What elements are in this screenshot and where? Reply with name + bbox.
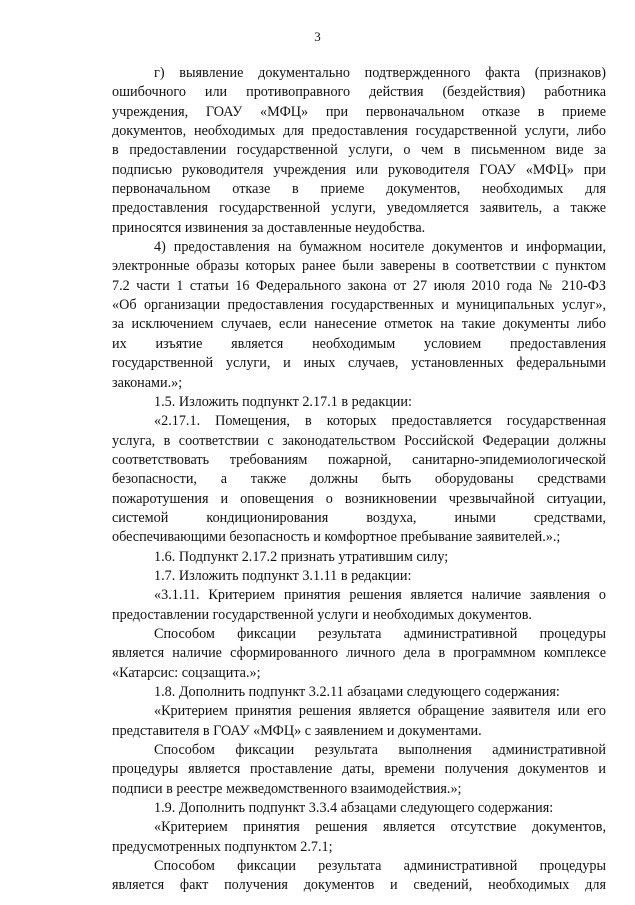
text-line: процедуры является проставление даты, времени получения документов и (112, 761, 606, 778)
text-line: ошибочного или противоправного действия (бездействия) работника (112, 84, 606, 101)
text-line: безопасности, а также должны быть оборудованы средствами (112, 471, 606, 488)
text-line: пожаротушения и оповещения о возникновении чрезвычайной ситуации, (112, 490, 606, 507)
text-line: представителя в ГОАУ «МФЦ» с заявлением и документами. (112, 722, 482, 739)
text-line: «Критерием принятия решения является обращение заявителя или его (154, 703, 606, 720)
text-line: предусмотренных подпунктом 2.7.1; (112, 838, 333, 855)
text-line: за исключением случаев, если нанесение отметок на такие документы либо (112, 316, 606, 333)
text-line: соответствовать требованиям пожарной, санитарно-эпидемиологической (112, 451, 606, 468)
text-line: 7.2 части 1 статьи 16 Федерального закона от 27 июля 2010 года № 210-ФЗ (112, 277, 606, 294)
text-line: приносятся извинения за доставленные неудобства. (112, 219, 426, 236)
text-line: законами.»; (112, 374, 183, 391)
text-line: государственной услуги, и иных случаев, установленных федеральными (112, 355, 606, 372)
text-line: 1.9. Дополнить подпункт 3.3.4 абзацами следующего содержания: (154, 800, 554, 817)
text-line: Способом фиксации результата административной процедуры (154, 858, 606, 875)
page-number: 3 (314, 29, 321, 44)
text-line: «2.17.1. Помещения, в которых предоставляется государственная (154, 413, 606, 430)
text-line: 1.8. Дополнить подпункт 3.2.11 абзацами следующего содержания: (154, 684, 560, 700)
text-line: Способом фиксации результата выполнения административной (154, 742, 606, 759)
text-line: их изъятие является необходимым условием предоставления (112, 335, 606, 352)
text-line: системой кондиционирования воздуха, иными средствами, (112, 509, 606, 526)
text-line: в предоставлении государственной услуги, о чем в письменном виде за (112, 142, 606, 159)
document-body (112, 64, 606, 896)
text-line: «Об организации предоставления государственных и муниципальных услуг», (112, 297, 606, 314)
text-line: 1.7. Изложить подпункт 3.1.11 в редакции: (154, 567, 412, 584)
text-line: учреждения, ГОАУ «МФЦ» при первоначальном отказе в приеме (112, 103, 606, 120)
text-line: предоставления государственной услуги, уведомляется заявитель, а также (112, 200, 606, 217)
text-line: подписи в реестре межведомственного взаимодействия.»; (112, 780, 462, 797)
text-line: услуга, в соответствии с законодательством Российской Федерации должны (112, 432, 606, 449)
text-line: подписью руководителя учреждения или руководителя ГОАУ «МФЦ» при (112, 161, 606, 178)
text-line: документов, необходимых для предоставления государственной услуги, либо (112, 123, 606, 140)
text-line: электронные образы которых ранее были заверены в соответствии с пунктом (112, 258, 606, 275)
text-line: предоставлении государственной услуги и необходимых документов. (112, 606, 532, 623)
text-line: «3.1.11. Критерием принятия решения является наличие заявления о (154, 587, 606, 604)
text-line: 1.6. Подпункт 2.17.2 признать утратившим силу; (154, 548, 449, 565)
text-line: «Катарсис: соцзащита.»; (112, 664, 261, 681)
text-line: является факт получения документов и сведений, необходимых для (112, 877, 606, 894)
text-line: 4) предоставления на бумажном носителе документов и информации, (154, 239, 606, 256)
text-line: «Критерием принятия решения является отсутствие документов, (154, 819, 606, 836)
text-line: г) выявление документально подтвержденного факта (признаков) (154, 65, 606, 81)
text-line: 1.5. Изложить подпункт 2.17.1 в редакции: (154, 393, 412, 410)
text-line: первоначальном отказе в приеме документов, необходимых для (112, 181, 606, 198)
text-line: обеспечивающими безопасность и комфортное пребывание заявителей.».; (112, 529, 561, 546)
text-line: Способом фиксации результата административной процедуры (154, 625, 606, 642)
text-line: является наличие сформированного личного дела в программном комплексе (112, 645, 606, 662)
